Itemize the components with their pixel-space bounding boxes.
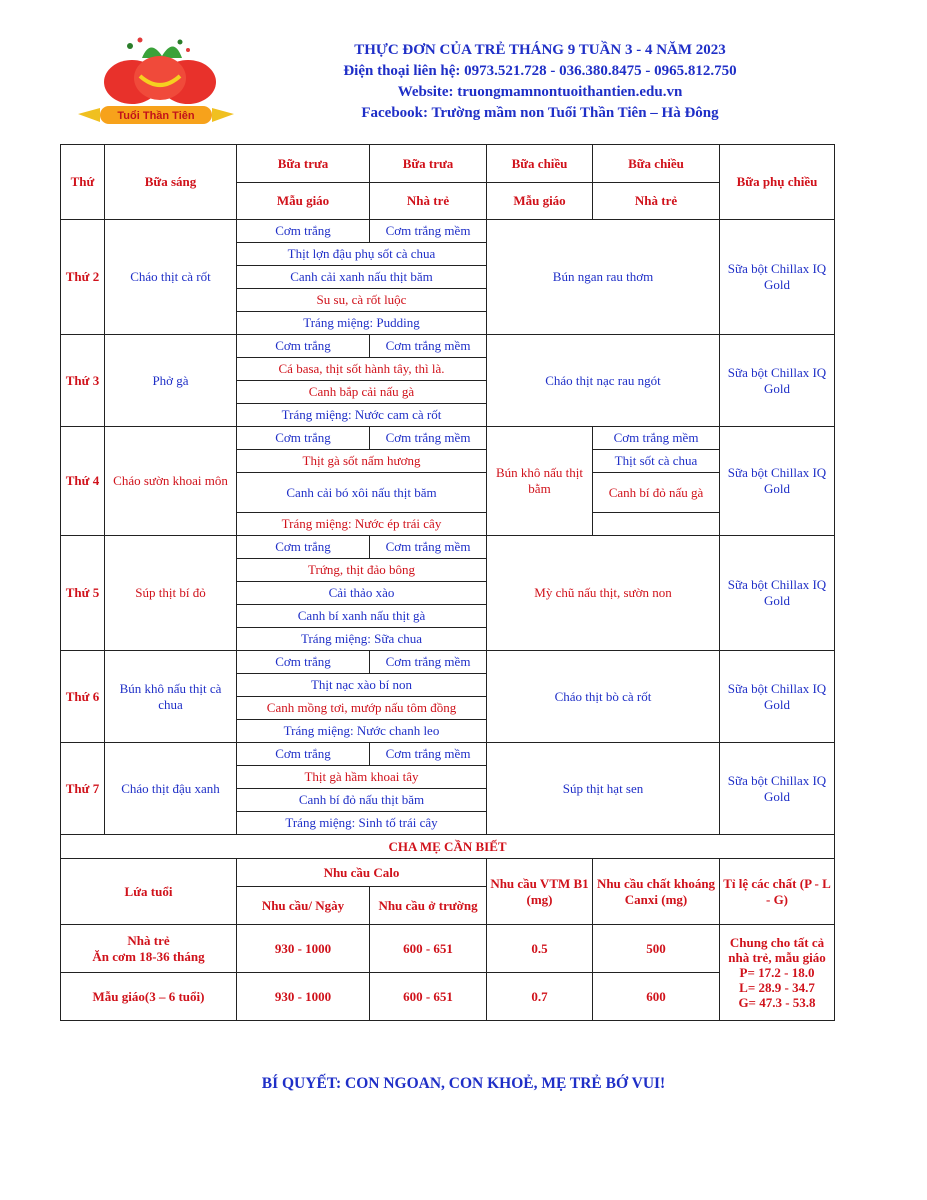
canxi-value: 600 (593, 973, 720, 1021)
col-snack: Bữa phụ chiều (720, 145, 835, 220)
lunch-dish: Cải thảo xào (237, 582, 487, 605)
day-label: Thứ 3 (61, 335, 105, 427)
rice-soft: Cơm trắng mềm (370, 536, 487, 559)
canxi-header: Nhu cầu chất khoáng Canxi (mg) (593, 859, 720, 925)
rice-soft: Cơm trắng mềm (370, 651, 487, 674)
afternoon-meal: Bún ngan rau thơm (487, 220, 720, 335)
dessert: Tráng miệng: Sữa chua (237, 628, 487, 651)
afternoon-meal: Mỳ chũ nấu thịt, sườn non (487, 536, 720, 651)
ratio-header: Tỉ lệ các chất (P - L - G) (720, 859, 835, 925)
ratio-l: L= 28.9 - 34.7 (739, 980, 815, 995)
vtm-value: 0.7 (487, 973, 593, 1021)
empty-cell (593, 513, 720, 536)
dessert: Tráng miệng: Nước chanh leo (237, 720, 487, 743)
rice: Cơm trắng (237, 536, 370, 559)
age-nursery-detail: Ăn cơm 18-36 tháng (92, 948, 205, 964)
breakfast: Cháo thịt cà rốt (105, 220, 237, 335)
footer-motto: BÍ QUYẾT: CON NGOAN, CON KHOẺ, MẸ TRẺ BỚ VUI! (261, 1075, 666, 1092)
lunch-dish: Canh cải xanh nấu thịt băm (237, 266, 487, 289)
sub-nursery: Nhà trẻ (370, 183, 487, 220)
lunch-dish: Canh bắp cải nấu gà (237, 381, 487, 404)
col-afternoon-kg: Bữa chiều (487, 145, 593, 183)
calo-school-header: Nhu cầu ở trường (370, 887, 487, 925)
sub-kindergarten: Mẫu giáo (237, 183, 370, 220)
col-lunch-kg: Bữa trưa (237, 145, 370, 183)
snack: Sữa bột Chillax IQ Gold (720, 335, 835, 427)
page-title: THỰC ĐƠN CỦA TRẺ THÁNG 9 TUẦN 3 - 4 NĂM 2023 (354, 42, 726, 58)
col-lunch-nursery: Bữa trưa (370, 145, 487, 183)
breakfast: Súp thịt bí đỏ (105, 536, 237, 651)
col-day: Thứ (61, 145, 105, 220)
facebook-line: Facebook: Trường mầm non Tuổi Thần Tiên – Hà Đông (361, 105, 719, 121)
afternoon-nursery-dish: Thịt sốt cà chua (593, 450, 720, 473)
afternoon-kindergarten: Bún khô nấu thịt bằm (487, 427, 593, 536)
age-kindergarten: Mẫu giáo(3 – 6 tuổi) (61, 973, 237, 1021)
afternoon-meal: Cháo thịt bò cà rốt (487, 651, 720, 743)
rice-soft: Cơm trắng mềm (370, 220, 487, 243)
lunch-dish: Thịt nạc xào bí non (237, 674, 487, 697)
lunch-dish: Canh bí xanh nấu thịt gà (237, 605, 487, 628)
day-label: Thứ 7 (61, 743, 105, 835)
menu-table (60, 144, 835, 1021)
rice: Cơm trắng (237, 335, 370, 358)
day-label: Thứ 5 (61, 536, 105, 651)
breakfast: Bún khô nấu thịt cà chua (105, 651, 237, 743)
vtm-header: Nhu cầu VTM B1 (mg) (487, 859, 593, 925)
day-label: Thứ 4 (61, 427, 105, 536)
calo-day-header: Nhu cầu/ Ngày (237, 887, 370, 925)
age-nursery (61, 925, 237, 973)
afternoon-nursery-dish: Cơm trắng mềm (593, 427, 720, 450)
dessert: Tráng miệng: Pudding (237, 312, 487, 335)
calo-school-value: 600 - 651 (370, 973, 487, 1021)
lunch-dish: Cá basa, thịt sốt hành tây, thì là. (237, 358, 487, 381)
calo-header: Nhu cầu Calo (237, 859, 487, 887)
calo-day-value: 930 - 1000 (237, 973, 370, 1021)
afternoon-nursery-dish: Canh bí đỏ nấu gà (593, 473, 720, 513)
snack: Sữa bột Chillax IQ Gold (720, 220, 835, 335)
page-header (240, 40, 840, 124)
school-logo (70, 30, 240, 130)
snack: Sữa bột Chillax IQ Gold (720, 536, 835, 651)
lunch-dish: Su su, cà rốt luộc (237, 289, 487, 312)
canxi-value: 500 (593, 925, 720, 973)
nutrition-title: CHA MẸ CẦN BIẾT (61, 835, 835, 859)
vtm-value: 0.5 (487, 925, 593, 973)
breakfast: Phở gà (105, 335, 237, 427)
rice: Cơm trắng (237, 743, 370, 766)
lunch-dish: Canh mồng tơi, mướp nấu tôm đồng (237, 697, 487, 720)
lunch-dish: Canh bí đỏ nấu thịt băm (237, 789, 487, 812)
day-label: Thứ 2 (61, 220, 105, 335)
snack: Sữa bột Chillax IQ Gold (720, 427, 835, 536)
lunch-dish: Trứng, thịt đảo bông (237, 559, 487, 582)
sub-nursery: Nhà trẻ (593, 183, 720, 220)
rice-soft: Cơm trắng mềm (370, 743, 487, 766)
rice: Cơm trắng (237, 220, 370, 243)
lunch-dish: Thịt lợn đậu phụ sốt cà chua (237, 243, 487, 266)
ratio-note: Chung cho tất cả nhà trẻ, mẫu giáo (728, 935, 826, 965)
rice: Cơm trắng (237, 427, 370, 450)
lunch-dish: Thịt gà hầm khoai tây (237, 766, 487, 789)
afternoon-meal: Cháo thịt nạc rau ngót (487, 335, 720, 427)
lunch-dish: Thịt gà sốt nấm hương (237, 450, 487, 473)
dessert: Tráng miệng: Sinh tố trái cây (237, 812, 487, 835)
dessert: Tráng miệng: Nước cam cà rốt (237, 404, 487, 427)
col-afternoon-nursery: Bữa chiều (593, 145, 720, 183)
ratio-values (720, 925, 835, 1021)
sub-kindergarten: Mẫu giáo (487, 183, 593, 220)
snack: Sữa bột Chillax IQ Gold (720, 743, 835, 835)
website-line: Website: truongmamnontuoithantien.edu.vn (397, 84, 683, 100)
rice-soft: Cơm trắng mềm (370, 335, 487, 358)
day-label: Thứ 6 (61, 651, 105, 743)
calo-school-value: 600 - 651 (370, 925, 487, 973)
afternoon-meal: Súp thịt hạt sen (487, 743, 720, 835)
snack: Sữa bột Chillax IQ Gold (720, 651, 835, 743)
phone-line: Điện thoại liên hệ: 0973.521.728 - 036.380.8475 - 0965.812.750 (343, 63, 737, 79)
calo-day-value: 930 - 1000 (237, 925, 370, 973)
col-breakfast: Bữa sáng (105, 145, 237, 220)
ratio-p: P= 17.2 - 18.0 (739, 965, 815, 980)
rice: Cơm trắng (237, 651, 370, 674)
dessert: Tráng miệng: Nước ép trái cây (237, 513, 487, 536)
age-header: Lứa tuổi (61, 859, 237, 925)
svg-text:Tuổi Thần Tiên: Tuổi Thần Tiên (117, 110, 195, 122)
breakfast: Cháo thịt đậu xanh (105, 743, 237, 835)
rice-soft: Cơm trắng mềm (370, 427, 487, 450)
age-nursery-label: Nhà trẻ (127, 932, 170, 948)
lunch-dish: Canh cải bó xôi nấu thịt băm (237, 473, 487, 513)
breakfast: Cháo sườn khoai môn (105, 427, 237, 536)
ratio-g: G= 47.3 - 53.8 (738, 995, 816, 1010)
